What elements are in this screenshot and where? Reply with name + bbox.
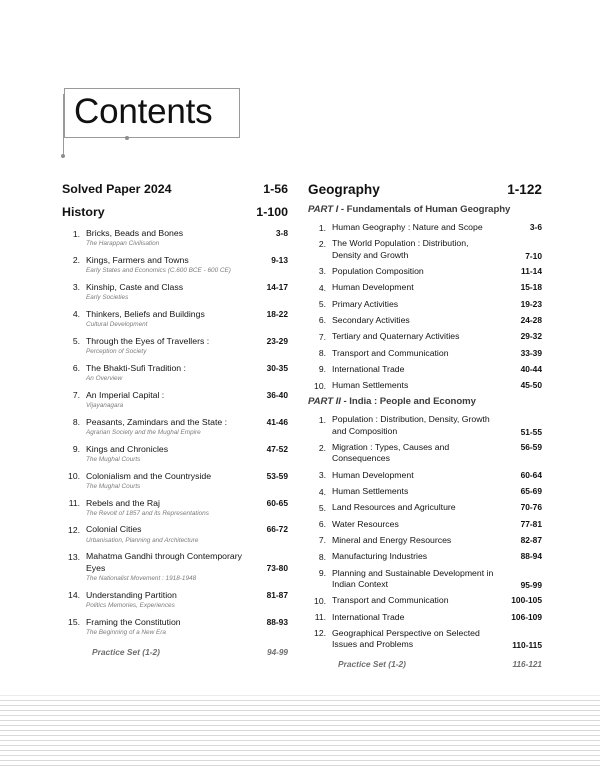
toc-entry[interactable] (62, 444, 288, 465)
toc-entry-page-range: 88-94 (520, 551, 542, 562)
toc-entry[interactable] (308, 551, 542, 562)
toc-entry-title: Kinship, Caste and Class (86, 281, 184, 292)
toc-entry-title: The World Population : Distribution, Density and Growth (332, 238, 469, 260)
decorative-stripe (0, 700, 600, 701)
toc-entry-body (80, 228, 248, 249)
toc-entry[interactable] (308, 266, 542, 277)
toc-entry-page-range: 82-87 (520, 534, 542, 545)
toc-entry-body (326, 348, 494, 359)
toc-entry-title: Human Settlements (332, 486, 409, 496)
toc-entry-body (326, 502, 494, 513)
toc-entry-title: Kings and Chronicles (86, 443, 169, 454)
toc-entry[interactable] (62, 309, 288, 330)
toc-entry-number: 12. (68, 524, 80, 535)
decorative-stripe (0, 715, 600, 716)
toc-entry[interactable] (62, 551, 288, 583)
toc-entry-number: 6. (318, 519, 326, 530)
toc-entry-body (80, 255, 248, 276)
section-geography[interactable] (308, 182, 542, 197)
toc-entry-number: 6. (318, 315, 326, 326)
toc-entry-page-range: 77-81 (520, 518, 542, 529)
toc-entry-body (326, 364, 494, 375)
heading-rule-end-dot-icon (61, 154, 65, 158)
toc-entry[interactable] (308, 348, 542, 359)
toc-entry-number: 9. (318, 568, 326, 579)
toc-entry-page-range: 41-46 (266, 416, 288, 427)
toc-entry-title: Bricks, Beads and Bones (86, 228, 184, 238)
toc-entry-page-range: 73-80 (266, 563, 288, 574)
toc-entry-page-range: 45-50 (520, 380, 542, 391)
left-content-column (62, 182, 288, 657)
toc-entry-page-range: 110-115 (512, 640, 542, 651)
toc-entry-page-range: 36-40 (266, 389, 288, 400)
toc-entry-subtitle: The Beginning of a New Era (86, 628, 166, 636)
contents-heading-block (64, 88, 240, 138)
toc-entry-body (80, 444, 248, 465)
toc-entry-body (326, 238, 494, 261)
toc-entry-page-range: 9-13 (271, 254, 288, 265)
toc-entry-title: Human Development (332, 282, 414, 293)
toc-entry-subtitle: The Harappan Civilisation (86, 240, 160, 248)
toc-entry-subtitle: The Revolt of 1857 and its Representations (86, 509, 209, 517)
toc-entry-title: Rebels and the Raj (86, 497, 160, 508)
toc-entry-body (326, 282, 494, 293)
toc-entry-number: 10. (314, 595, 326, 606)
toc-entry[interactable] (308, 519, 542, 530)
part-1-label: PART I (308, 204, 339, 215)
right-content-column (308, 182, 542, 669)
decorative-stripe (0, 760, 600, 761)
toc-entry-title: International Trade (332, 363, 405, 374)
toc-entry[interactable] (308, 628, 542, 651)
toc-entry-title: Peasants, Zamindars and the State : (86, 416, 228, 427)
toc-entry-title: An Imperial Capital : (86, 389, 165, 400)
toc-entry-number: 2. (318, 238, 326, 249)
toc-entry-number: 6. (72, 363, 80, 374)
toc-entry-page-range: 56-59 (520, 442, 542, 453)
toc-entry-title: Through the Eyes of Travellers : (86, 335, 210, 346)
toc-entry[interactable] (62, 498, 288, 519)
toc-entry-body (80, 309, 248, 330)
toc-entry[interactable] (308, 568, 542, 591)
toc-entry-page-range: 53-59 (266, 470, 288, 481)
toc-entry-subtitle: An Overview (86, 375, 123, 383)
toc-entry-page-range: 15-18 (520, 282, 542, 293)
section-title: Solved Paper 2024 (62, 182, 172, 196)
toc-entry-number: 7. (318, 535, 326, 546)
toc-entry-title: Transport and Communication (332, 595, 449, 606)
toc-entry-page-range: 11-14 (521, 265, 542, 276)
toc-entry[interactable] (62, 255, 288, 276)
toc-entry-body (326, 595, 494, 606)
part-2-heading (308, 396, 542, 407)
decorative-stripe (0, 730, 600, 731)
toc-entry-body (326, 222, 494, 233)
toc-entry-page-range: 33-39 (520, 347, 542, 358)
toc-entry-subtitle: The Mughal Courts (86, 455, 141, 463)
toc-entry-number: 4. (318, 486, 326, 497)
toc-entry[interactable] (62, 336, 288, 357)
toc-entry[interactable] (62, 590, 288, 611)
heading-underline-dot-icon (125, 136, 129, 140)
toc-entry-number: 7. (318, 331, 326, 342)
toc-entry-number: 3. (72, 282, 80, 293)
toc-entry-subtitle: Cultural Development (86, 321, 148, 329)
toc-entry-page-range: 60-64 (520, 469, 542, 480)
toc-entry-title: Mineral and Energy Resources (332, 534, 452, 545)
section-page-range: 1-100 (256, 205, 288, 219)
toc-entry[interactable] (308, 535, 542, 546)
part-2-entry-list (308, 414, 542, 650)
toc-entry-title: Human Geography : Nature and Scope (332, 222, 483, 232)
decorative-stripe (0, 695, 600, 696)
toc-entry-body (326, 551, 494, 562)
toc-entry-title: Human Development (332, 469, 414, 480)
toc-entry-number: 10. (68, 471, 80, 482)
toc-entry-subtitle: Politics Memories, Experiences (86, 602, 175, 610)
toc-entry-page-range: 100-105 (511, 595, 542, 606)
toc-entry[interactable] (308, 470, 542, 481)
geography-practice-set-row[interactable] (308, 659, 542, 669)
toc-entry[interactable] (62, 282, 288, 303)
toc-entry-number: 13. (68, 551, 80, 562)
toc-entry-number: 8. (72, 417, 80, 428)
part-1-entry-list (308, 222, 542, 391)
toc-entry-number: 3. (318, 266, 326, 277)
toc-entry-page-range: 70-76 (520, 502, 542, 513)
toc-entry[interactable] (308, 238, 542, 261)
toc-entry-number: 4. (72, 309, 80, 320)
toc-entry-body (326, 612, 494, 623)
toc-entry-body (80, 617, 248, 638)
section-page-range: 1-122 (507, 182, 542, 197)
toc-entry-title: Colonialism and the Countryside (86, 470, 212, 481)
toc-entry-number: 5. (318, 502, 326, 513)
toc-entry[interactable] (308, 380, 542, 391)
toc-entry-subtitle: Agrarian Society and the Mughal Empire (86, 428, 201, 436)
toc-entry[interactable] (308, 414, 542, 437)
toc-entry-number: 2. (72, 255, 80, 266)
toc-entry-title: Transport and Communication (332, 347, 449, 358)
toc-entry[interactable] (62, 471, 288, 492)
toc-entry[interactable] (308, 502, 542, 513)
toc-entry-number: 14. (68, 590, 80, 601)
toc-entry-body (80, 498, 248, 519)
part-1-name: - Fundamentals of Human Geography (340, 204, 511, 215)
toc-entry[interactable] (308, 315, 542, 326)
toc-entry-page-range: 3-6 (529, 222, 542, 232)
toc-entry-page-range: 88-93 (266, 616, 288, 627)
toc-entry-title: Primary Activities (332, 298, 399, 309)
toc-entry-body (80, 282, 248, 303)
section-solved-paper[interactable] (62, 182, 288, 196)
toc-entry-page-range: 19-23 (520, 298, 542, 309)
part-2-name: - India : People and Economy (343, 396, 476, 408)
toc-entry-title: Kings, Farmers and Towns (86, 254, 189, 265)
toc-entry-body (326, 380, 494, 391)
decorative-stripe (0, 745, 600, 746)
heading-left-rule (63, 94, 64, 156)
history-entry-list (62, 228, 288, 638)
toc-entry-page-range: 60-65 (266, 497, 288, 508)
toc-entry[interactable] (308, 486, 542, 497)
toc-entry[interactable] (62, 363, 288, 384)
part-1-heading (308, 204, 542, 215)
toc-entry-title: Planning and Sustainable Development in Indian Context (332, 567, 494, 589)
toc-entry-body (326, 535, 494, 546)
toc-entry-page-range: 18-22 (266, 308, 288, 319)
toc-entry-title: Tertiary and Quaternary Activities (332, 331, 460, 342)
toc-entry-body (80, 363, 248, 384)
toc-entry-title: The Bhakti-Sufi Tradition : (86, 362, 186, 373)
toc-entry-number: 4. (318, 282, 326, 293)
toc-entry-page-range: 14-17 (266, 281, 288, 292)
toc-entry-title: Thinkers, Beliefs and Buildings (86, 308, 205, 319)
toc-entry-title: Mahatma Gandhi through Contemporary Eyes (86, 551, 242, 573)
toc-entry-number: 12. (314, 628, 326, 639)
practice-set-page-range: 94-99 (267, 647, 288, 657)
toc-entry-body (326, 470, 494, 481)
toc-entry[interactable] (308, 222, 542, 233)
decorative-stripe (0, 725, 600, 726)
toc-entry-number: 9. (318, 364, 326, 375)
toc-entry[interactable] (308, 282, 542, 293)
toc-entry-subtitle: Perception of Society (86, 348, 147, 356)
toc-entry-title: International Trade (332, 611, 405, 622)
section-title: History (62, 205, 105, 219)
toc-entry-page-range: 65-69 (520, 486, 542, 496)
toc-entry-body (80, 336, 248, 357)
toc-entry-title: Population : Distribution, Density, Growth and Composition (332, 414, 490, 436)
toc-entry-page-range: 23-29 (266, 335, 288, 346)
toc-entry-subtitle: The Nationalist Movement : 1918-1948 (86, 575, 197, 583)
toc-entry[interactable] (62, 228, 288, 249)
toc-entry-title: Manufacturing Industries (332, 551, 428, 562)
toc-entry-body (80, 524, 248, 545)
toc-entry-number: 8. (318, 551, 326, 562)
toc-entry-number: 5. (318, 299, 326, 310)
toc-entry[interactable] (62, 524, 288, 545)
toc-entry-page-range: 95-99 (520, 580, 542, 591)
toc-entry-body (326, 568, 494, 591)
decorative-stripe (0, 735, 600, 736)
toc-entry-number: 9. (72, 444, 80, 455)
section-history[interactable] (62, 205, 288, 219)
toc-entry-number: 11. (68, 498, 80, 509)
toc-entry-subtitle: Urbanisation, Planning and Architecture (86, 536, 199, 544)
toc-entry-body (326, 486, 494, 497)
toc-entry-page-range: 24-28 (520, 314, 542, 325)
toc-entry-title: Framing the Constitution (86, 616, 181, 627)
toc-entry-title: Water Resources (332, 518, 399, 529)
toc-entry-body (326, 414, 494, 437)
toc-entry-page-range: 81-87 (266, 589, 288, 600)
part-2-label: PART II (308, 396, 341, 408)
toc-entry-title: Population Composition (332, 265, 424, 276)
decorative-stripe (0, 720, 600, 721)
toc-entry-title: Secondary Activities (332, 314, 410, 325)
toc-entry-body (326, 315, 494, 326)
toc-entry-page-range: 106-109 (511, 611, 542, 622)
toc-entry-title: Land Resources and Agriculture (332, 502, 456, 513)
toc-entry[interactable] (308, 331, 542, 342)
section-page-range: 1-56 (263, 182, 288, 196)
toc-entry-subtitle: The Mughal Courts (86, 482, 141, 490)
practice-set-label: Practice Set (1-2) (338, 659, 406, 670)
toc-entry-number: 8. (318, 348, 326, 358)
toc-entry-number: 10. (314, 380, 326, 391)
practice-set-label: Practice Set (1-2) (92, 646, 160, 657)
section-title: Geography (308, 182, 380, 197)
history-practice-set-row[interactable] (62, 647, 288, 657)
toc-entry-page-range: 29-32 (520, 331, 542, 342)
toc-entry-body (80, 551, 248, 583)
toc-entry-page-range: 3-8 (275, 228, 288, 238)
decorative-stripe (0, 710, 600, 711)
toc-entry-page-range: 51-55 (520, 427, 542, 438)
toc-entry-title: Human Settlements (332, 380, 409, 391)
toc-entry-title: Migration : Types, Causes and Consequences (332, 442, 450, 464)
toc-entry-body (80, 471, 248, 492)
toc-entry-number: 1. (318, 222, 326, 233)
toc-entry-number: 5. (72, 336, 80, 347)
toc-entry-page-range: 40-44 (520, 363, 542, 374)
toc-entry[interactable] (62, 617, 288, 638)
toc-entry-number: 1. (72, 228, 80, 239)
toc-entry[interactable] (308, 442, 542, 465)
toc-entry[interactable] (308, 299, 542, 310)
decorative-stripe (0, 750, 600, 751)
toc-entry-subtitle: Early Societies (86, 294, 129, 302)
toc-entry-body (326, 519, 494, 530)
toc-entry-subtitle: Early States and Economics (C.600 BCE - 600 CE) (86, 267, 231, 275)
toc-entry-number: 11. (314, 612, 326, 622)
toc-entry[interactable] (308, 364, 542, 375)
toc-entry-number: 3. (318, 470, 326, 481)
toc-entry-page-range: 30-35 (266, 362, 288, 373)
toc-entry-number: 7. (72, 390, 80, 401)
page-title: Contents (74, 92, 213, 132)
toc-entry-number: 15. (68, 617, 80, 628)
toc-entry[interactable] (62, 390, 288, 411)
toc-entry-page-range: 7-10 (525, 250, 542, 261)
toc-entry-body (326, 331, 494, 342)
decorative-stripe (0, 705, 600, 706)
toc-entry[interactable] (308, 612, 542, 623)
toc-entry-body (80, 590, 248, 611)
decorative-stripe (0, 765, 600, 766)
toc-entry[interactable] (308, 595, 542, 606)
decorative-stripe (0, 740, 600, 741)
toc-entry-body (326, 442, 494, 465)
toc-entry-title: Colonial Cities (86, 524, 142, 535)
toc-entry-body (326, 266, 494, 277)
practice-set-page-range: 116-121 (512, 660, 542, 670)
toc-entry-subtitle: Vijayanagara (86, 402, 124, 410)
decorative-stripe (0, 755, 600, 756)
toc-entry[interactable] (62, 417, 288, 438)
toc-entry-body (326, 299, 494, 310)
toc-entry-body (80, 417, 248, 438)
toc-entry-body (80, 390, 248, 411)
toc-entry-number: 1. (318, 414, 326, 425)
toc-entry-number: 2. (318, 442, 326, 453)
bottom-decorative-stripes (0, 695, 600, 767)
toc-entry-title: Geographical Perspective on Selected Issues and Problems (332, 627, 480, 650)
toc-entry-title: Understanding Partition (86, 589, 177, 600)
toc-entry-page-range: 47-52 (266, 443, 288, 454)
toc-entry-page-range: 66-72 (266, 524, 288, 535)
toc-entry-body (326, 628, 494, 651)
